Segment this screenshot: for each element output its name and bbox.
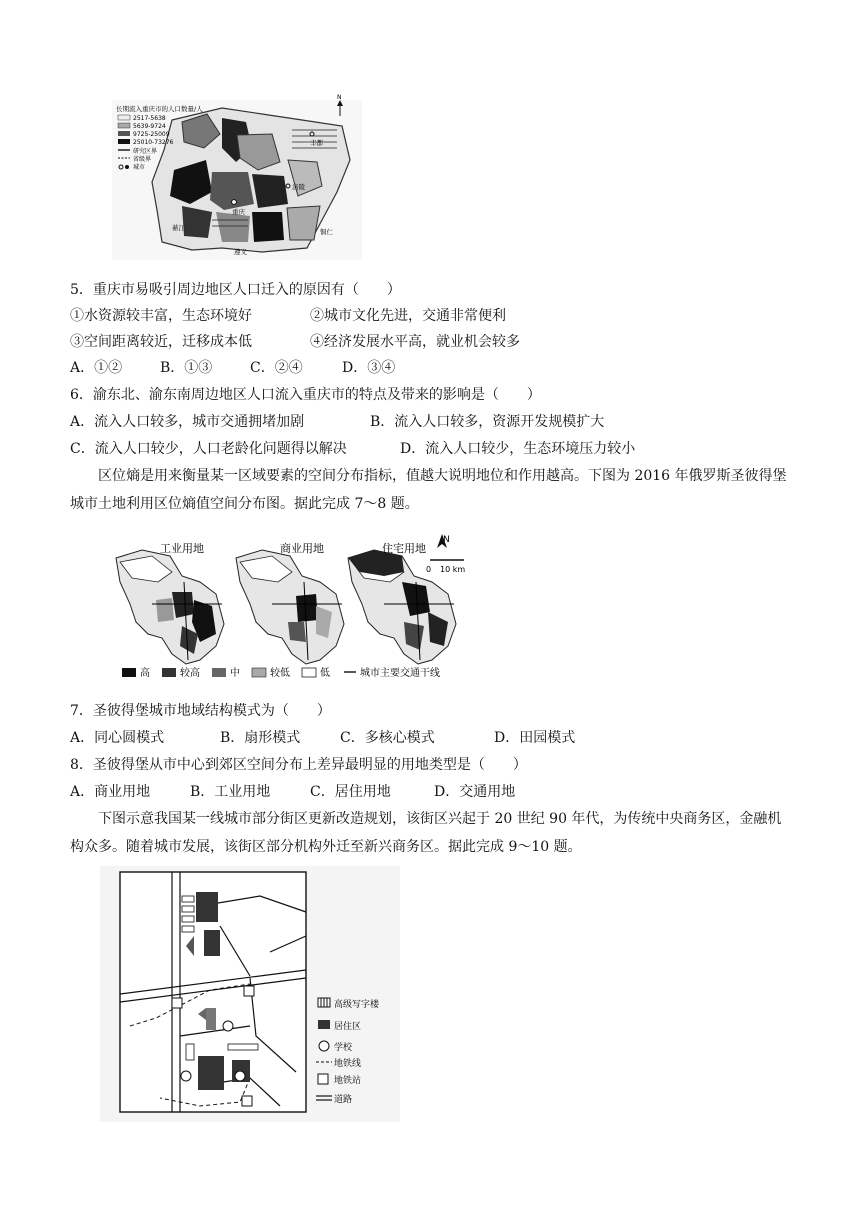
q8-stem: 8．圣彼得堡从市中心到郊区空间分布上差异最明显的用地类型是（ ） [70, 757, 527, 773]
legend-school-icon [319, 1041, 329, 1051]
q6-options-row-1 [70, 412, 604, 432]
intro-q7-8: 区位熵是用来衡量某一区域要素的空间分布指标，值越大说明地位和作用越高。下图为 2016 年俄罗斯圣彼得堡城市土地利用区位熵值空间分布图。据此完成 7～8 题。 [70, 468, 787, 512]
q7-options [70, 728, 575, 748]
q6-stem: 6．渝东北、渝东南周边地区人口流入重庆市的特点及带来的影响是（ ） [70, 387, 541, 403]
place-zunyi: 遵义 [234, 248, 247, 256]
place-tongren: 铜仁 [320, 228, 333, 236]
q5-option-c: C．②④ [250, 360, 303, 376]
map-label-industrial: 工业用地 [160, 542, 204, 555]
north-label: N [337, 94, 342, 101]
q5-option-d: D．③④ [342, 360, 396, 376]
legend-traffic-trunk: 城市主要交通干线 [360, 668, 440, 679]
intro-q9-10: 下图示意我国某一线城市部分街区更新改造规划，该街区兴起于 20 世纪 90 年代，为传统中央商务区，金融机构众多。随着城市发展，该街区部分机构外迁至新兴商务区。据此完成 9～10 题。 [70, 811, 782, 855]
chongqing-migration-map [112, 94, 362, 260]
legend-subway-station: 地铁站 [334, 1076, 362, 1086]
legend-fairly-high: 较高 [180, 668, 200, 679]
q6-option-c: C．流入人口较少，人口老龄化问题得以解决 [70, 441, 347, 457]
q7-option-d: D．田园模式 [494, 730, 576, 746]
place-fuling: 涪陵 [292, 183, 305, 191]
q7-option-c: C．多核心模式 [340, 730, 435, 746]
legend-item-4: 25010-73276 [133, 139, 174, 146]
q5-options [70, 358, 395, 378]
legend-boundary: 研究区界 [133, 148, 158, 155]
legend-road: 道路 [334, 1095, 353, 1105]
q5-items-row-2 [70, 332, 520, 352]
q6-option-a: A．流入人口较多，城市交通拥堵加剧 [70, 414, 305, 430]
legend-school: 学校 [334, 1043, 353, 1053]
block-renewal-plan-map [100, 866, 400, 1122]
q6-option-d: D．流入人口较少，生态环境压力较小 [400, 441, 636, 457]
q6-options-row-2 [70, 439, 635, 459]
q8-option-c: C．居住用地 [310, 784, 391, 800]
q8-options [70, 782, 515, 802]
legend-subway-station-icon [318, 1074, 328, 1084]
st-petersburg-land-use-maps [112, 530, 482, 690]
legend-fairly-low: 较低 [270, 668, 290, 679]
legend-item-1: 2517-5638 [133, 115, 166, 122]
legend-residential-icon [318, 1020, 330, 1029]
q8-option-b: B．工业用地 [190, 784, 271, 800]
legend-residential: 居住区 [334, 1022, 362, 1032]
q5-item-1: ①水资源较丰富，生态环境好 [70, 308, 252, 324]
q5-items-row-1 [70, 306, 506, 326]
legend-province: 省级界 [133, 156, 152, 163]
place-fengdu: 丰都 [310, 139, 323, 147]
q7-option-a: A．同心圆模式 [70, 730, 165, 746]
q8-option-a: A．商业用地 [70, 784, 151, 800]
legend-city: 城市 [133, 164, 146, 171]
q5-stem: 5．重庆市易吸引周边地区人口迁入的原因有（ ） [70, 282, 401, 298]
map-label-commercial: 商业用地 [280, 542, 324, 555]
q5-item-4: ④经济发展水平高，就业机会较多 [310, 334, 520, 350]
place-qijiang: 綦江 [172, 224, 185, 232]
q5-item-2: ②城市文化先进，交通非常便利 [310, 308, 506, 324]
legend-low: 低 [320, 668, 330, 679]
north-label-2: N [443, 535, 450, 545]
q5-option-a: A．①② [70, 360, 123, 376]
legend-office-icon [318, 998, 330, 1007]
legend-item-3: 9725-25009 [133, 131, 170, 138]
q5-item-3: ③空间距离较近，迁移成本低 [70, 334, 252, 350]
q8-option-d: D．交通用地 [434, 784, 516, 800]
legend-medium: 中 [230, 668, 240, 679]
legend-high: 高 [140, 668, 150, 679]
legend-item-2: 5639-9724 [133, 123, 166, 130]
scale-label: 10 km [440, 565, 466, 574]
legend-subway-line: 地铁线 [334, 1059, 362, 1069]
scale-zero: 0 [426, 565, 432, 574]
legend-title: 长期流入重庆市的人口数量/人 [116, 105, 203, 113]
q6-option-b: B．流入人口较多，资源开发规模扩大 [370, 414, 605, 430]
q7-option-b: B．扇形模式 [220, 730, 301, 746]
legend-office: 高级写字楼 [334, 1000, 380, 1010]
place-chongqing: 重庆 [232, 208, 245, 216]
q7-stem: 7．圣彼得堡城市地域结构模式为（ ） [70, 703, 331, 719]
q5-option-b: B．①③ [160, 360, 213, 376]
map-label-residential: 住宅用地 [382, 542, 426, 555]
